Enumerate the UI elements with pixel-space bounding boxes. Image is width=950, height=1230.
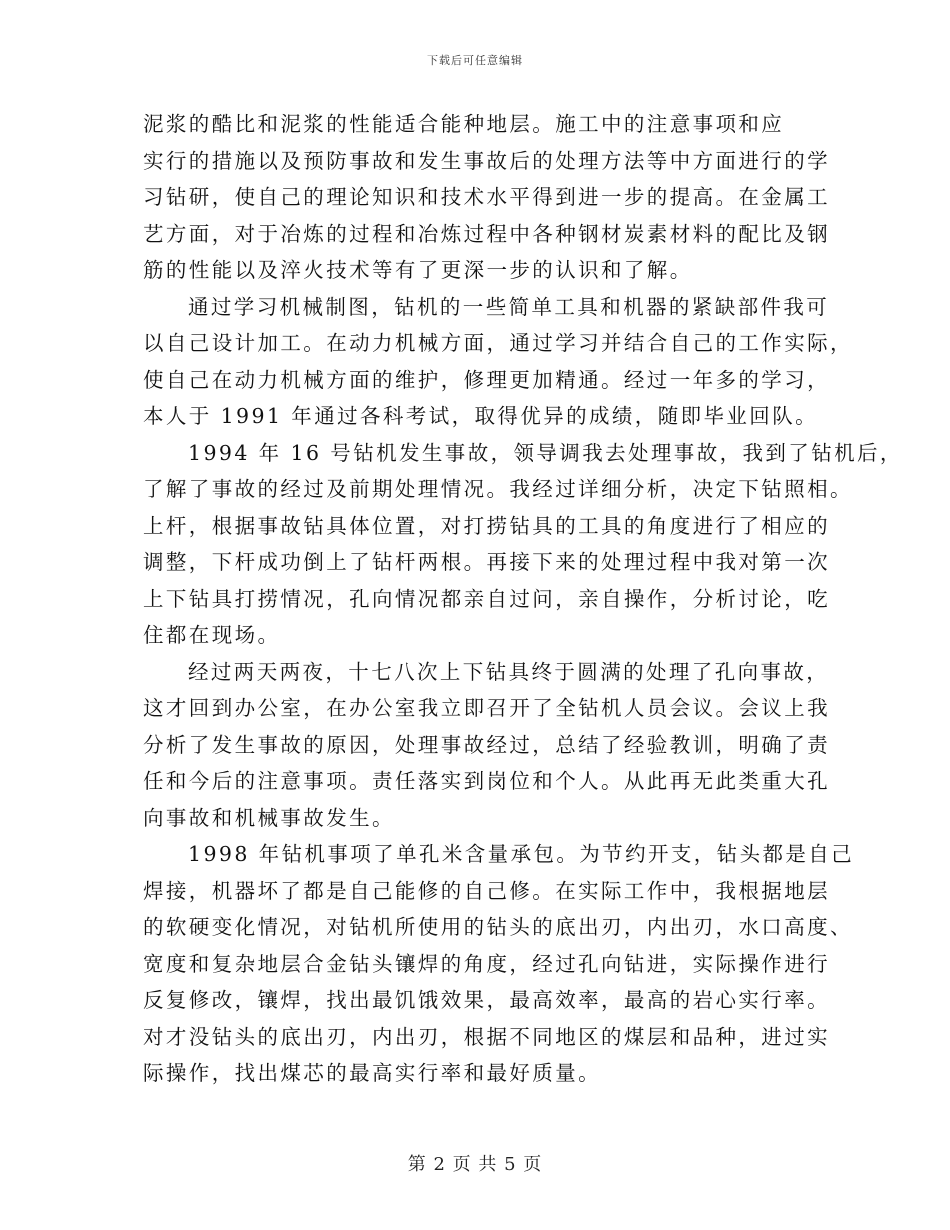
- text-line: 这才回到办公室，在办公室我立即召开了全钻机人员会议。会议上我: [143, 696, 830, 720]
- text-line: 使自己在动力机械方面的维护，修理更加精通。经过一年多的学习，: [143, 367, 830, 392]
- text-line: 调整，下杆成功倒上了钻杆两根。再接下来的处理过程中我对第一次: [143, 550, 830, 574]
- page-number: 第 2 页 共 5 页: [407, 1154, 543, 1175]
- text-line: 筋的性能以及淬火技术等有了更深一步的认识和了解。: [143, 258, 693, 282]
- text-line: 经过两天两夜，十七八次上下钻具终于圆满的处理了孔向事故，: [188, 659, 830, 684]
- paragraph: [143, 654, 833, 837]
- text-line: 本人于 1991 年通过各科考试，取得优异的成绩，随即毕业回队。: [143, 404, 819, 428]
- text-line: 住都在现场。: [143, 623, 281, 647]
- paragraph: [143, 435, 903, 654]
- text-line: 分析了发生事故的原因，处理事故经过，总结了经验教训，明确了责: [143, 732, 830, 757]
- text-line: 对才没钻头的底出刃，内出刃，根据不同地区的煤层和品种，进过实: [143, 1024, 830, 1049]
- text-line: 以自己设计加工。在动力机械方面，通过学习并结合自己的工作实际，: [143, 331, 853, 355]
- text-line: 向事故和机械事故发生。: [143, 805, 395, 830]
- text-line: 艺方面，对于冶炼的过程和冶炼过程中各种钢材炭素材料的配比及钢: [143, 221, 830, 246]
- text-line: 1994 年 16 号钻机发生事故，领导调我去处理事故，我到了钻机后，: [188, 440, 903, 465]
- text-line: 的软硬变化情况，对钻机所使用的钻头的底出刃，内出刃，水口高度、: [143, 915, 853, 939]
- text-line: 上下钻具打捞情况，孔向情况都亲自过问，亲自操作，分析讨论，吃: [143, 586, 830, 611]
- text-line: 了解了事故的经过及前期处理情况。我经过详细分析，决定下钻照相。: [143, 477, 853, 501]
- text-line: 实行的措施以及预防事故和发生事故后的处理方法等中方面进行的学: [143, 148, 830, 173]
- document-body: [143, 106, 903, 1092]
- page-header-note: 下载后可任意编辑: [427, 54, 523, 67]
- text-line: 反复修改，镶焊，找出最饥饿效果，最高效率，最高的岩心实行率。: [143, 988, 830, 1012]
- paragraph: [143, 289, 853, 435]
- text-line: 通过学习机械制图，钻机的一些简单工具和机器的紧缺部件我可: [188, 294, 830, 319]
- text-line: 泥浆的酷比和泥浆的性能适合能种地层。施工中的注意事项和应: [143, 112, 785, 136]
- text-line: 1998 年钻机事项了单孔米含量承包。为节约开支，钻头都是自己: [188, 842, 855, 866]
- paragraph: [143, 836, 855, 1092]
- text-line: 习钻研，使自己的理论知识和技术水平得到进一步的提高。在金属工: [143, 185, 830, 209]
- paragraph: [143, 106, 833, 289]
- text-line: 际操作，找出煤芯的最高实行率和最好质量。: [143, 1061, 601, 1085]
- text-line: 宽度和复杂地层合金钻头镶焊的角度，经过孔向钻进，实际操作进行: [143, 951, 830, 976]
- text-line: 上杆，根据事故钻具体位置，对打捞钻具的工具的角度进行了相应的: [143, 513, 830, 538]
- text-line: 任和今后的注意事项。责任落实到岗位和个人。从此再无此类重大孔: [143, 769, 830, 793]
- text-line: 焊接，机器坏了都是自己能修的自己修。在实际工作中，我根据地层: [143, 878, 830, 903]
